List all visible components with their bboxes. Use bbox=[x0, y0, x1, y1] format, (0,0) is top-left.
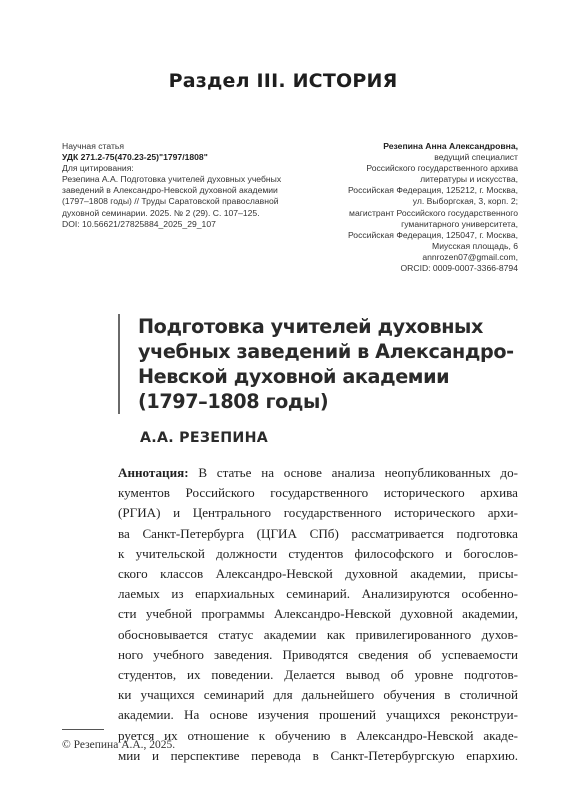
title-line: (1797–1808 годы) bbox=[138, 390, 329, 413]
article-author: А.А. РЕЗЕПИНА bbox=[140, 430, 269, 446]
author-full-name: Резепина Анна Александровна, bbox=[383, 141, 518, 151]
abstract-line: ского классов Александро-Невской духовной академии, присы- bbox=[118, 566, 518, 582]
abstract-line: студентов, их поведении. Делается вывод об уровне подготов- bbox=[118, 667, 518, 683]
citation-line: (1797–1808 годы) // Труды Саратовской православной bbox=[62, 196, 279, 207]
abstract-line: (РГИА) и Центрального государственного исторического архи- bbox=[118, 505, 518, 521]
citation-line: духовной семинарии. 2025. № 2 (29). С. 107–125. bbox=[62, 207, 260, 218]
article-title bbox=[138, 314, 538, 414]
author-info-line: ведущий специалист bbox=[434, 152, 518, 163]
abstract-line: ки учащихся семинарий для дальнейшего обучения в столичной bbox=[118, 687, 518, 703]
abstract-line: лаемых из епархиальных семинарий. Анализируются особенно- bbox=[118, 586, 518, 602]
author-info-block bbox=[278, 141, 518, 274]
author-info-line: Российского государственного архива bbox=[366, 163, 518, 174]
abstract-line: сти учебной программы Александро-Невской духовной академии, bbox=[118, 606, 518, 622]
abstract-line: к учительской должности студентов философского и богослов- bbox=[118, 545, 518, 561]
article-title-block bbox=[118, 314, 538, 414]
author-info-line: ул. Выборгская, 3, корп. 2; bbox=[412, 196, 518, 207]
footnote-divider bbox=[62, 729, 104, 730]
author-info-line: Российская Федерация, 125212, г. Москва, bbox=[347, 185, 518, 196]
author-info-line: Российская Федерация, 125047, г. Москва, bbox=[347, 229, 518, 240]
abstract bbox=[118, 463, 518, 766]
udk-code: УДК 271.2-75(470.23-25)"1797/1808" bbox=[62, 152, 208, 163]
author-info-line: литературы и искусства, bbox=[420, 174, 518, 185]
abstract-line bbox=[118, 463, 518, 483]
abstract-line: ва Санкт-Петербурга (ЦГИА СПб) рассматривается подготовка bbox=[118, 525, 518, 541]
citation-block bbox=[62, 141, 282, 230]
author-info-line: гуманитарного университета, bbox=[401, 218, 518, 229]
abstract-line: мии и перспективе перевода в Санкт-Петербургскую епархию. bbox=[118, 747, 518, 763]
article-type: Научная статья bbox=[62, 141, 125, 151]
author-info-line: Миусская площадь, 6 bbox=[432, 240, 518, 251]
abstract-line: академии. На основе изучения прошений учащихся реконструи- bbox=[118, 707, 518, 723]
title-line: учебных заведений в Александро- bbox=[138, 340, 514, 363]
citation-line: заведений в Александро-Невской духовной академии bbox=[62, 185, 278, 196]
title-line: Подготовка учителей духовных bbox=[138, 315, 483, 338]
author-orcid: ORCID: 0009-0007-3366-8794 bbox=[400, 263, 518, 274]
abstract-line: руется их отношение к обучению в Александро-Невской акаде- bbox=[118, 727, 518, 743]
author-info-line: магистрант Российского государственного bbox=[349, 207, 518, 218]
section-heading: Раздел III. ИСТОРИЯ bbox=[168, 70, 398, 92]
citation-line: Резепина А.А. Подготовка учителей духовных учебных bbox=[62, 174, 282, 185]
title-line: Невской духовной академии bbox=[138, 365, 450, 388]
abstract-line: ного учебного заведения. Приводятся сведения об успеваемости bbox=[118, 646, 518, 662]
abstract-line: кументов Российского государственного исторического архива bbox=[118, 485, 518, 501]
author-email: annrozen07@gmail.com, bbox=[422, 251, 518, 262]
abstract-line: обосновывается статус академии как привилегированного духов- bbox=[118, 626, 518, 642]
doi-line: DOI: 10.56621/27825884_2025_29_107 bbox=[62, 218, 216, 229]
abstract-label: Аннотация: bbox=[118, 465, 189, 480]
citation-label: Для цитирования: bbox=[62, 163, 134, 174]
abstract-text: В статье на основе анализа неопубликованных до- bbox=[188, 465, 518, 480]
copyright-notice: © Резепина А.А., 2025. bbox=[62, 739, 176, 751]
